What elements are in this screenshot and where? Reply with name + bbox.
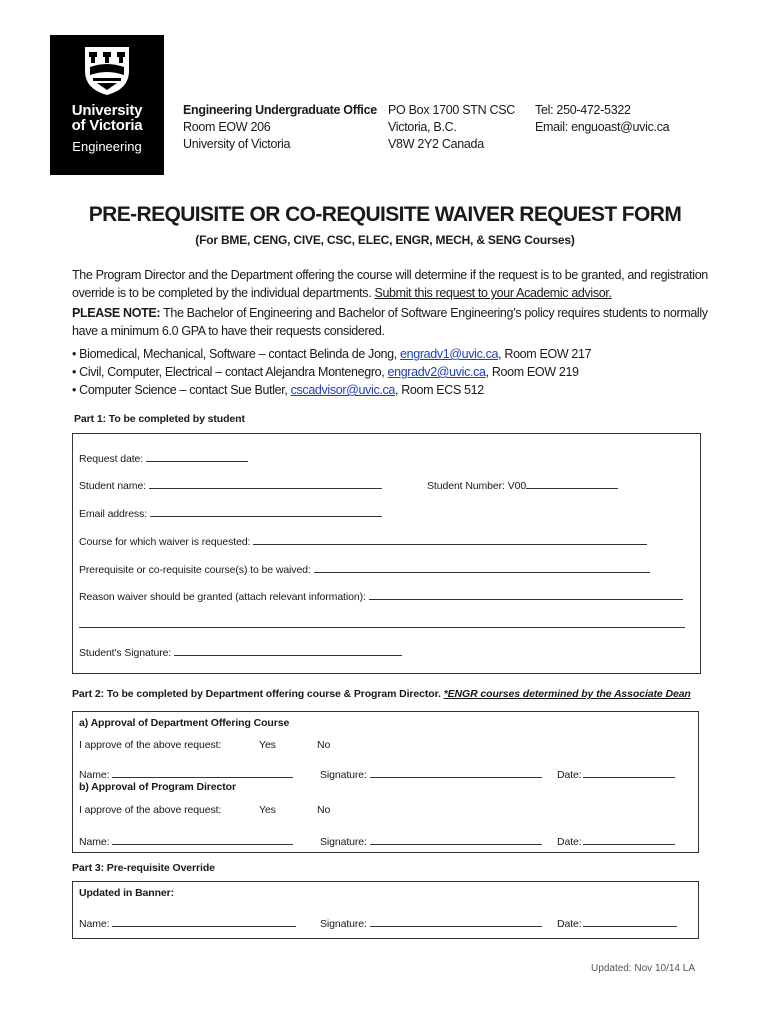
advisor-contacts xyxy=(72,345,591,399)
department-approval-title: a) Approval of Department Offering Course xyxy=(79,717,290,729)
banner-update-title: Updated in Banner: xyxy=(79,887,175,899)
email-link[interactable]: engradv2@uvic.ca xyxy=(387,365,486,379)
director-name-field[interactable]: Name: xyxy=(79,834,293,848)
university-logo xyxy=(50,35,164,175)
director-yes-option[interactable]: Yes xyxy=(259,804,276,816)
logo-university-name: University of Victoria xyxy=(71,102,143,134)
part2-heading: Part 2: To be completed by Department offering course & Program Director. *ENGR courses determined by the Associate Dean xyxy=(72,688,691,700)
student-name-field[interactable]: Student name: xyxy=(79,478,382,492)
part3-heading: Part 3: Pre-requisite Override xyxy=(72,862,215,874)
override-signature-field[interactable]: Signature: xyxy=(320,916,542,930)
director-signature-field[interactable]: Signature: xyxy=(320,834,542,848)
office-info: Engineering Undergraduate Office Room EOW 206 University of Victoria xyxy=(183,103,377,151)
mailing-address: PO Box 1700 STN CSC Victoria, B.C. V8W 2Y2 Canada xyxy=(388,103,515,151)
intro-paragraph: The Program Director and the Department offering the course will determine if the request is to be granted, and registration override is to be completed by the individual departments. Submit this request to your Academic advisor. xyxy=(72,268,708,300)
student-signature-field[interactable]: Student's Signature: xyxy=(79,645,402,659)
please-note: PLEASE NOTE: The Bachelor of Engineering and Bachelor of Software Engineering’s policy requires students to normally have a minimum 6.0 GPA to have their requests considered. xyxy=(72,306,708,338)
contact-info: Tel: 250-472-5322 Email: enguoast@uvic.ca xyxy=(535,103,670,134)
override-date-field[interactable]: Date: xyxy=(557,916,677,930)
list-item: • Civil, Computer, Electrical – contact Alejandra Montenegro, engradv2@uvic.ca, Room EOW 219 xyxy=(72,365,579,379)
reason-continuation-line[interactable] xyxy=(79,627,685,628)
override-name-field[interactable]: Name: xyxy=(79,916,296,930)
department-name-field[interactable]: Name: xyxy=(79,767,293,781)
course-field[interactable]: Course for which waiver is requested: xyxy=(79,534,647,548)
email-field[interactable]: Email address: xyxy=(79,506,382,520)
student-number-field[interactable]: Student Number: V00 xyxy=(427,478,618,492)
form-subtitle: (For BME, CENG, CIVE, CSC, ELEC, ENGR, MECH, & SENG Courses) xyxy=(195,233,575,247)
submit-instruction: Submit this request to your Academic advisor. xyxy=(374,286,612,300)
department-signature-field[interactable]: Signature: xyxy=(320,767,542,781)
director-date-field[interactable]: Date: xyxy=(557,834,675,848)
revision-note: Updated: Nov 10/14 LA xyxy=(591,963,695,974)
crest-icon xyxy=(79,45,135,97)
director-no-option[interactable]: No xyxy=(317,804,331,816)
request-date-field[interactable]: Request date: xyxy=(79,451,248,465)
part1-heading: Part 1: To be completed by student xyxy=(74,413,245,425)
email-link[interactable]: engradv1@uvic.ca xyxy=(400,347,499,361)
form-title: PRE-REQUISITE OR CO-REQUISITE WAIVER REQUEST FORM xyxy=(88,203,682,226)
department-yes-option[interactable]: Yes xyxy=(259,739,276,751)
department-date-field[interactable]: Date: xyxy=(557,767,675,781)
prerequisite-field[interactable]: Prerequisite or co-requisite course(s) to be waived: xyxy=(79,562,650,576)
list-item: • Biomedical, Mechanical, Software – contact Belinda de Jong, engradv1@uvic.ca, Room EOW 217 xyxy=(72,347,592,361)
director-approval-title: b) Approval of Program Director xyxy=(79,781,236,793)
part1-box xyxy=(72,433,701,674)
reason-field[interactable]: Reason waiver should be granted (attach relevant information): xyxy=(79,589,683,603)
department-approve-label: I approve of the above request: xyxy=(79,739,222,751)
director-approve-label: I approve of the above request: xyxy=(79,804,222,816)
logo-faculty-name: Engineering xyxy=(72,139,142,154)
list-item: • Computer Science – contact Sue Butler, cscadvisor@uvic.ca, Room ECS 512 xyxy=(72,383,484,397)
email-link[interactable]: cscadvisor@uvic.ca xyxy=(290,383,395,397)
department-no-option[interactable]: No xyxy=(317,739,331,751)
